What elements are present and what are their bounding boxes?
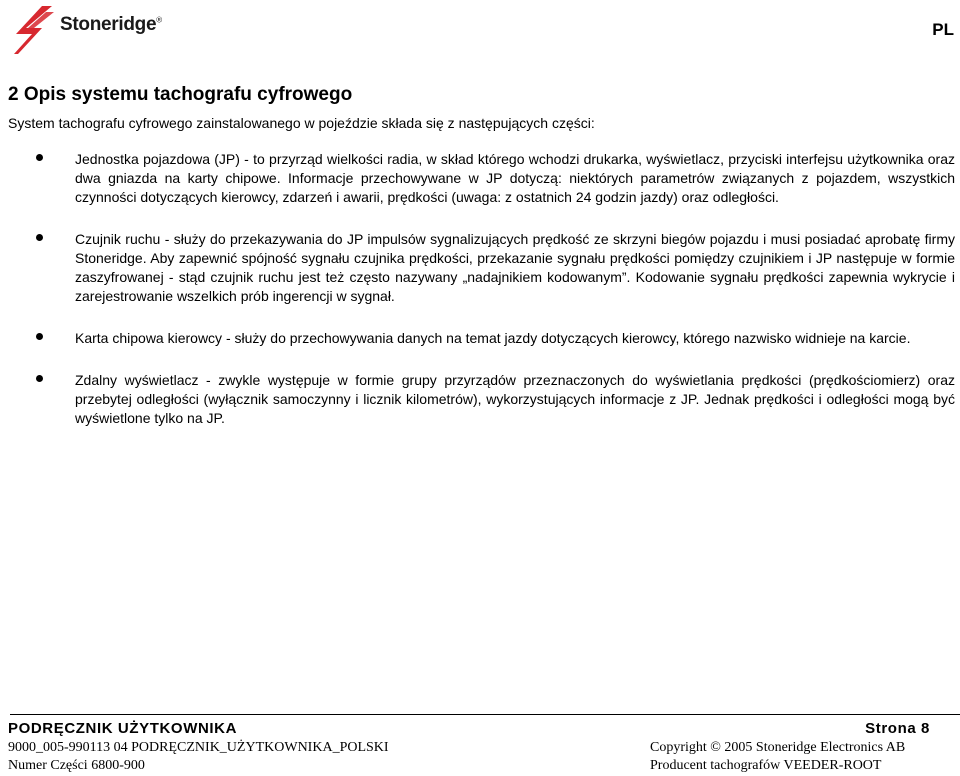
bullet-icon [36,375,43,382]
list-item [0,371,960,428]
section-title: 2 Opis systemu tachografu cyfrowego [8,84,353,105]
stoneridge-swoosh-icon [12,4,58,56]
bullet-icon [36,333,43,340]
footer-manual-title: PODRĘCZNIK UŻYTKOWNIKA [8,720,238,737]
list-item [0,150,960,207]
footer-part-number: Numer Części 6800-900 [8,758,145,773]
bullet-icon [36,154,43,161]
footer-copyright: Copyright © 2005 Stoneridge Electronics AB [650,740,906,755]
page-header [0,0,960,60]
footer-document-code: 9000_005-990113 04 PODRĘCZNIK_UŻYTKOWNIKA_POLSKI [8,740,389,755]
intro-paragraph: System tachografu cyfrowego zainstalowanego w pojeździe składa się z następujących części: [8,115,595,131]
footer-divider [10,714,960,715]
footer-producer: Producent tachografów VEEDER-ROOT [650,758,882,773]
logo-wordmark: Stoneridge® [60,14,162,35]
list-item [0,230,960,306]
list-item-text: Czujnik ruchu - służy do przekazywania do JP impulsów sygnalizujących prędkość ze skrzyni biegów pojazdu i musi posiadać aprobatę firmy Stoneridge. Aby zapewnić spójność sygnału czujnika prędkości, przekazanie sygnału prędkości pomiędzy czujnikiem i JP następuje w formie zaszyfrowanej - stąd czujnik ruchu jest też często nazywany „nadajnikiem kodowanym”. Kodowanie sygnału prędkości zapewnia wykrycie i zarejestrowanie wszelkich prób ingerencji w sygnał. [75,231,955,304]
list-item-text: Karta chipowa kierowcy - służy do przechowywania danych na temat jazdy dotyczących kierowcy, którego nazwisko widnieje na karcie. [75,330,911,346]
footer-page-number: Strona 8 [865,720,930,737]
list-item [0,329,960,348]
bullet-icon [36,234,43,241]
language-code: PL [932,20,954,39]
components-list [0,150,960,451]
list-item-text: Jednostka pojazdowa (JP) - to przyrząd wielkości radia, w skład którego wchodzi drukarka, wyświetlacz, przyciski interfejsu użytkownika oraz dwa gniazda na karty chipowe. Informacje przechowywane w JP dotyczą: niektórych parametrów związanych z pojazdem, wszystkich czynności dotyczących kierowcy, zdarzeń i awarii, prędkości (uwaga: z ostatnich 24 godzin jazdy) oraz odległości. [75,151,955,205]
list-item-text: Zdalny wyświetlacz - zwykle występuje w formie grupy przyrządów przeznaczonych do wyświetlania prędkości (prędkościomierz) oraz przebytej odległości (wyłącznik samoczynny i licznik kilometrów), wykorzystujących informacje z JP. Jednak prędkości i odległości mogą być wyświetlone tylko na JP. [75,372,955,426]
stoneridge-logo [12,4,162,54]
